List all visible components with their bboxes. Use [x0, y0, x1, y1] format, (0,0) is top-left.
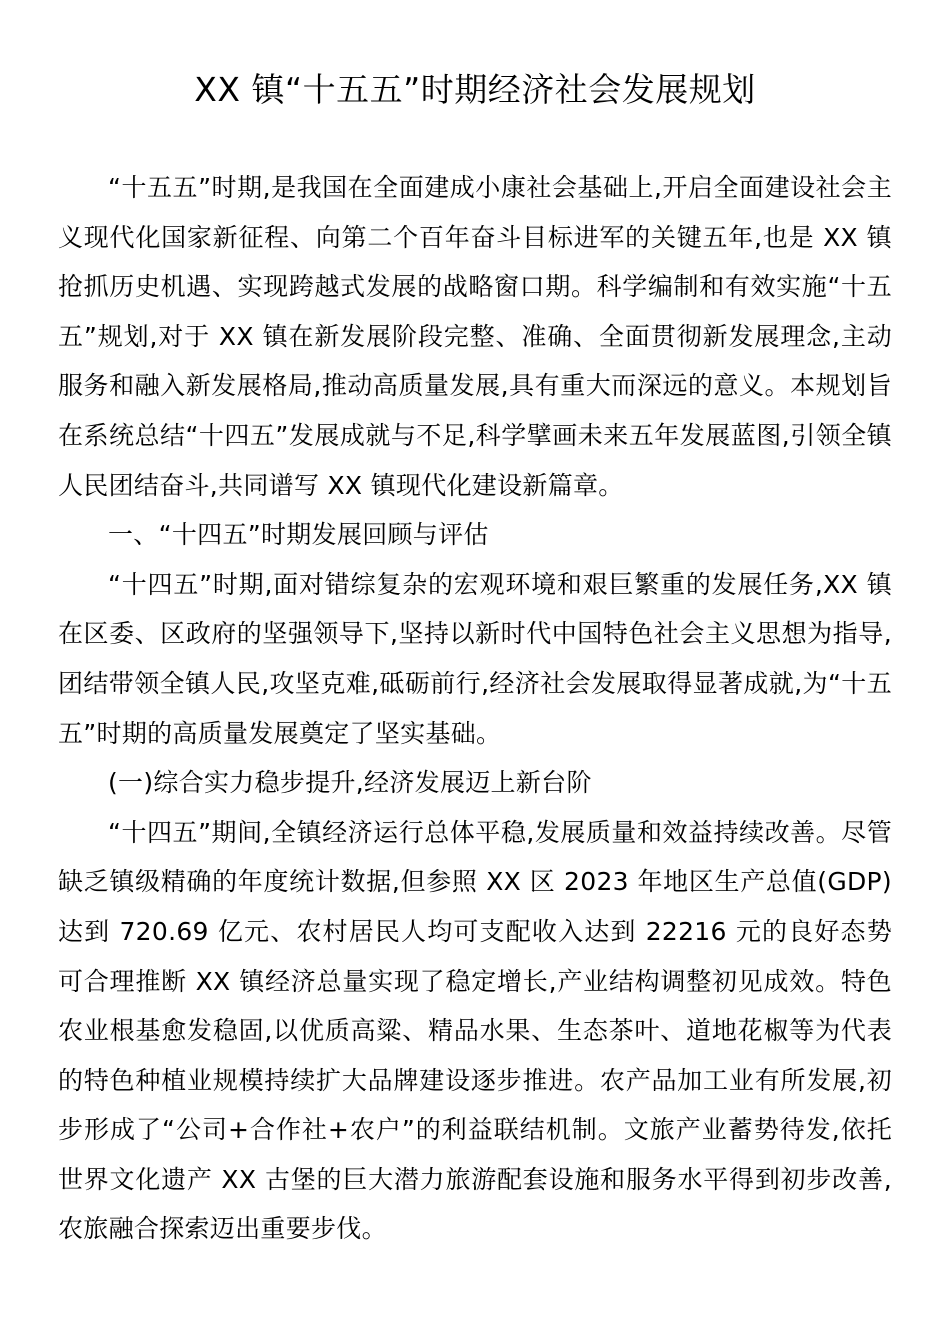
document-title: XX 镇“十五五”时期经济社会发展规划 [194, 70, 756, 109]
document-body [58, 163, 892, 1254]
subsection-heading-1: (一)综合实力稳步提升,经济发展迈上新台阶 [108, 768, 592, 798]
subsection-1-paragraph: “十四五”期间,全镇经济运行总体平稳,发展质量和效益持续改善。尽管缺乏镇级精确的年度统计数据,但参照 XX 区 2023 年地区生产总值(GDP)达到 720.69 亿元、农村居民人均可支配收入达到 22216 元的良好态势可合理推断 XX 镇经济总量实现了稳定增长,产业结构调整初见成效。特色农业根基愈发稳固,以优质高粱、精品水果、生态茶叶、道地花椒等为代表的特色种植业规模持续扩大品牌建设逐步推进。农产品加工业有所发展,初步形成了“公司+合作社+农户”的利益联结机制。文旅产业蓄势待发,依托世界文化遗产 XX 古堡的巨大潜力旅游配套设施和服务水平得到初步改善,农旅融合探索迈出重要步伐。 [58, 817, 892, 1244]
intro-paragraph: “十五五”时期,是我国在全面建成小康社会基础上,开启全面建设社会主义现代化国家新征程、向第二个百年奋斗目标进军的关键五年,也是 XX 镇抢抓历史机遇、实现跨越式发展的战略窗口期。科学编制和有效实施“十五五”规划,对于 XX 镇在新发展阶段完整、准确、全面贯彻新发展理念,主动服务和融入新发展格局,推动高质量发展,具有重大而深远的意义。本规划旨在系统总结“十四五”发展成就与不足,科学擘画未来五年发展蓝图,引领全镇人民团结奋斗,共同谱写 XX 镇现代化建设新篇章。 [58, 173, 892, 500]
section-heading-1: 一、“十四五”时期发展回顾与评估 [108, 520, 489, 550]
section-1-paragraph: “十四五”时期,面对错综复杂的宏观环境和艰巨繁重的发展任务,XX 镇在区委、区政府的坚强领导下,坚持以新时代中国特色社会主义思想为指导,团结带领全镇人民,攻坚克难,砥砺前行,经济社会发展取得显著成就,为“十五五”时期的高质量发展奠定了坚实基础。 [58, 569, 892, 748]
